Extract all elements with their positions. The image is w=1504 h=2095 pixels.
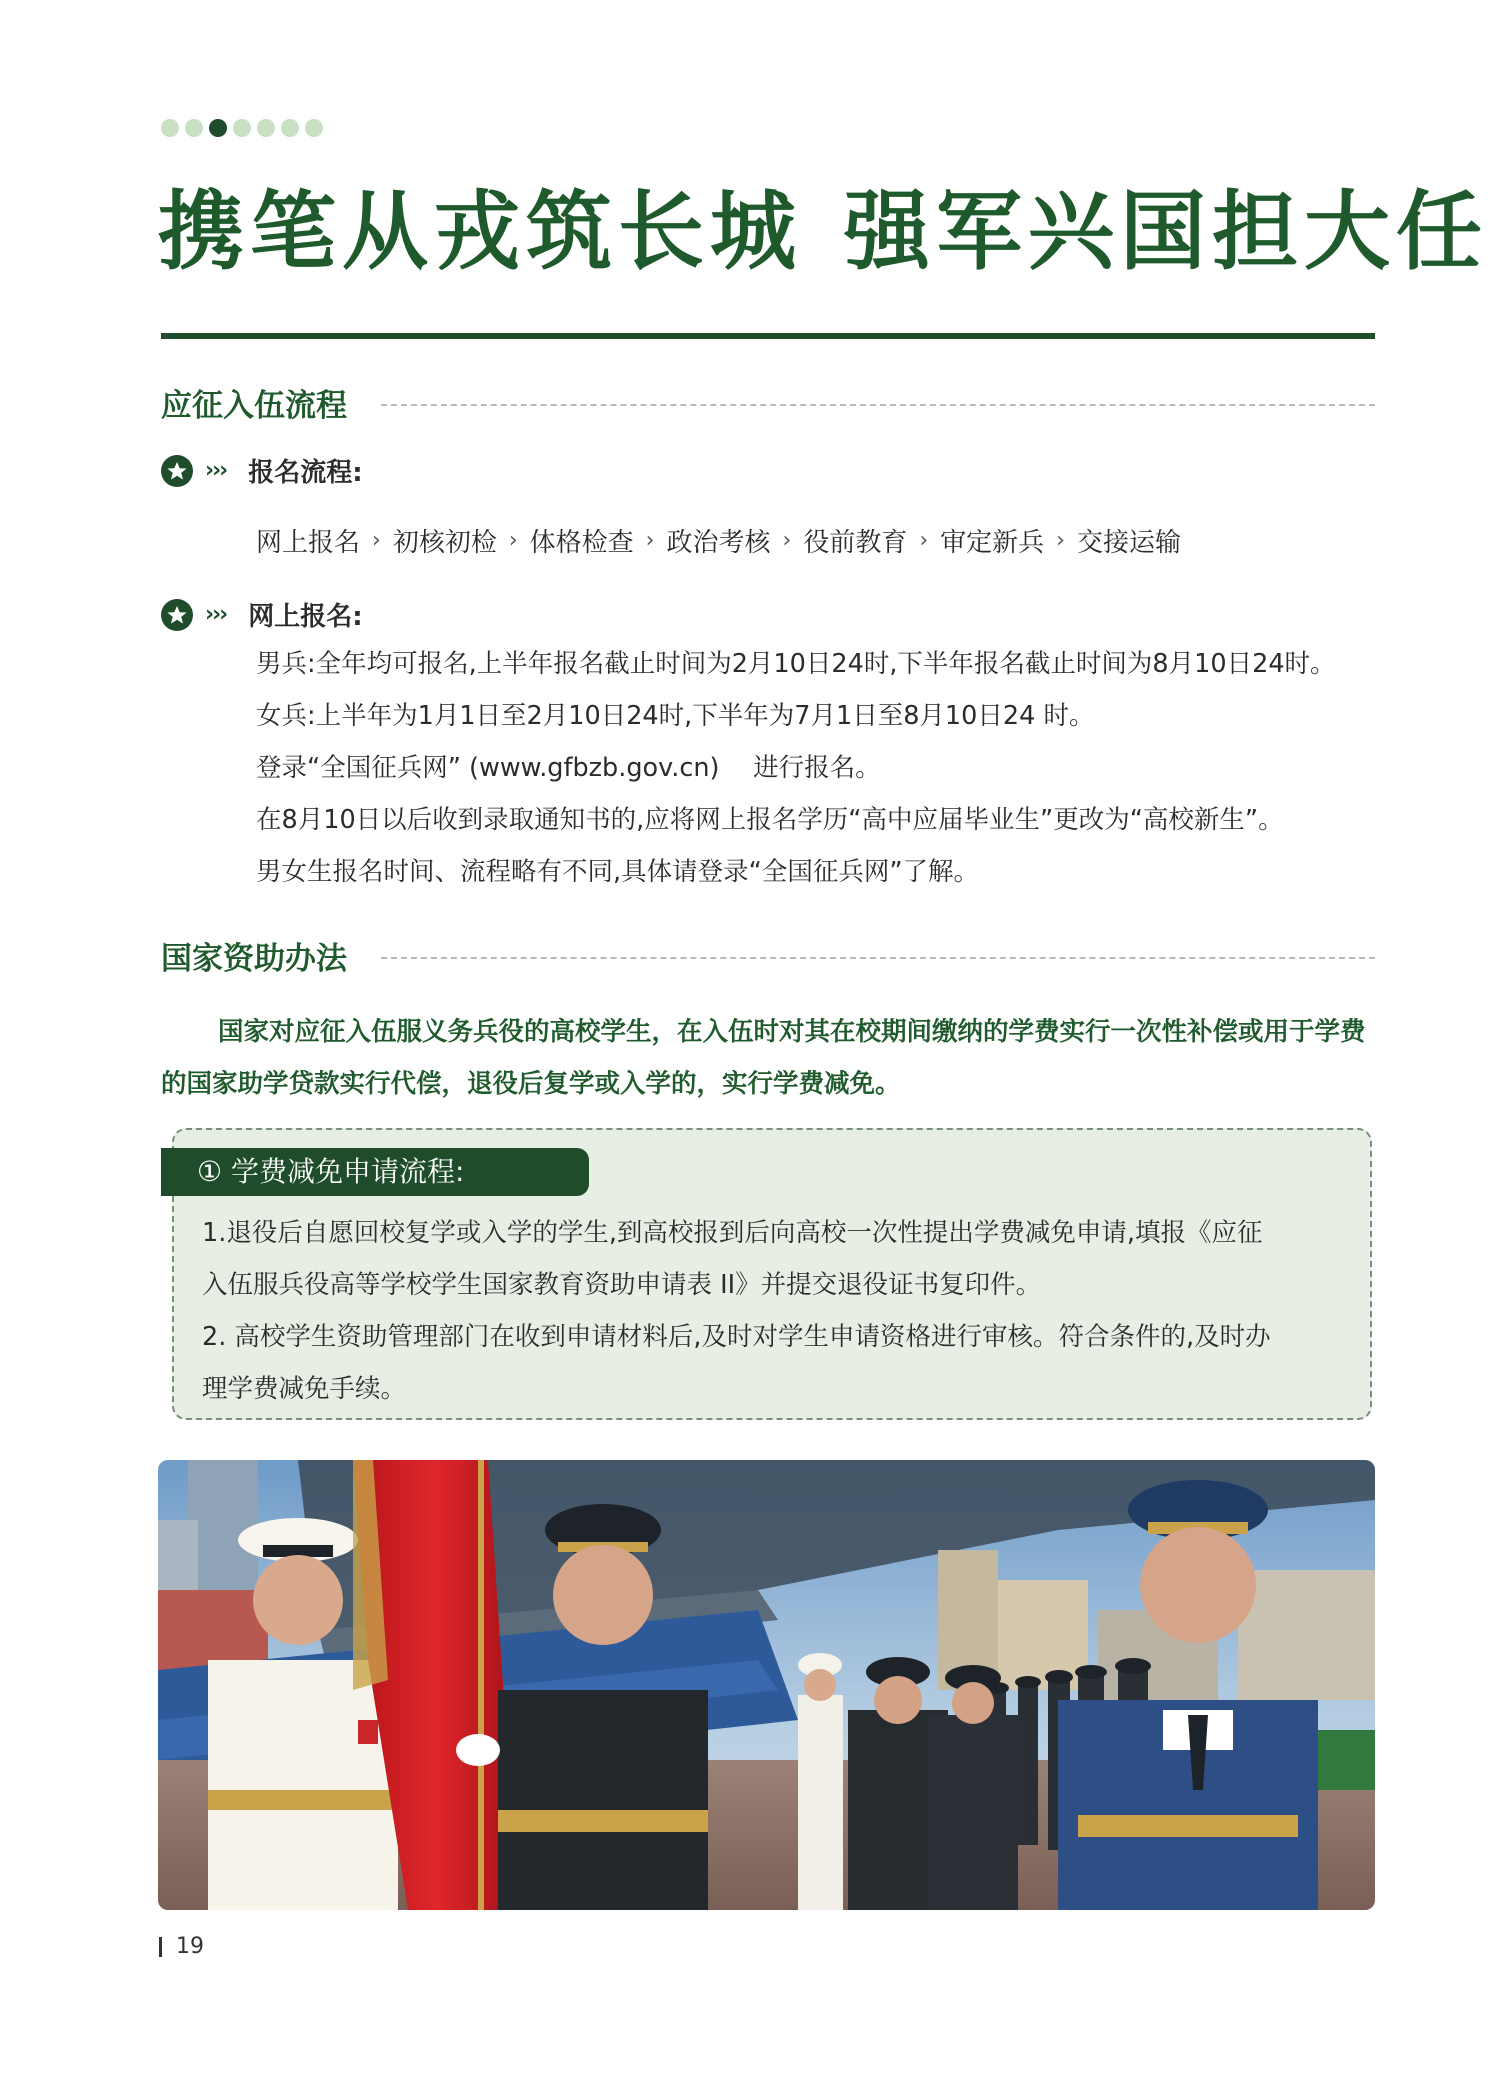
chevron-right-icon: ›: [645, 528, 655, 553]
flow-step: 役前教育: [803, 528, 908, 558]
section-heading-text: 国家资助办法: [161, 941, 347, 977]
progress-dot: [281, 119, 299, 137]
box-text-line: 入伍服兵役高等学校学生国家教育资助申请表 II》并提交退役证书复印件。: [202, 1270, 1042, 1300]
page-title-part1: 携笔从戎筑长城: [158, 182, 802, 282]
section-heading-funding: [161, 933, 1375, 978]
flow-step: 初核初检: [392, 528, 497, 558]
chevron-right-icon: ›: [919, 528, 929, 553]
subheading-text: 报名流程:: [248, 458, 363, 488]
triple-chevron-icon: ›››: [205, 458, 227, 483]
body-text-line: 女兵:上半年为1月1日至2月10日24时,下半年为7月1日至8月10日24 时。: [256, 701, 1095, 731]
chevron-right-icon: ›: [1056, 528, 1065, 553]
star-icon: [161, 455, 193, 487]
progress-dot: [257, 119, 275, 137]
subheading-registration-process: [161, 452, 363, 489]
dashed-divider: [381, 957, 1375, 959]
progress-dot: [305, 119, 323, 137]
box-text-line: 1.退役后自愿回校复学或入学的学生,到高校报到后向高校一次性提出学费减免申请,填报《应征: [202, 1218, 1263, 1248]
flow-step: 体格检查: [529, 528, 634, 558]
page-number-bar: [159, 1937, 162, 1957]
star-icon: [161, 599, 193, 631]
progress-dot: [185, 119, 203, 137]
page-number-text: 19: [176, 1934, 204, 1959]
flow-step: 审定新兵: [940, 528, 1045, 558]
chevron-right-icon: ›: [372, 528, 381, 553]
chevron-right-icon: ›: [508, 528, 518, 553]
triple-chevron-icon: ›››: [205, 602, 227, 627]
body-text-line: 男女生报名时间、流程略有不同,具体请登录“全国征兵网”了解。: [256, 857, 980, 887]
section-heading-enlistment: [161, 380, 1375, 425]
title-divider: [161, 333, 1375, 339]
body-text-line: 登录“全国征兵网” (www.gfbzb.gov.cn) 进行报名。: [256, 753, 881, 783]
subheading-online-registration: [161, 596, 363, 633]
tuition-waiver-label: ① 学费减免申请流程:: [161, 1148, 589, 1196]
page-title: [158, 182, 1488, 282]
chevron-right-icon: ›: [782, 528, 792, 553]
honor-guard-photo: [158, 1460, 1375, 1910]
flow-step: 网上报名: [256, 528, 361, 558]
progress-dots: [161, 119, 323, 137]
section-heading-text: 应征入伍流程: [161, 388, 347, 424]
progress-dot-active: [209, 119, 227, 137]
page-title-part2: 强军兴国担大任: [844, 182, 1488, 282]
body-text-line: 在8月10日以后收到录取通知书的,应将网上报名学历“高中应届毕业生”更改为“高校新生”。: [256, 805, 1284, 835]
page-number: [159, 1934, 204, 1959]
dashed-divider: [381, 404, 1375, 406]
flow-step: 政治考核: [666, 528, 771, 558]
subheading-text: 网上报名:: [248, 602, 363, 632]
box-text-line: 2. 高校学生资助管理部门在收到申请材料后,及时对学生申请资格进行审核。符合条件的,及时办: [202, 1322, 1271, 1352]
process-flow: [256, 522, 1181, 559]
body-text-line: 男兵:全年均可报名,上半年报名截止时间为2月10日24时,下半年报名截止时间为8月10日24时。: [256, 649, 1336, 679]
funding-intro-paragraph: 国家对应征入伍服义务兵役的高校学生，在入伍时对其在校期间缴纳的学费实行一次性补偿或用于学费的国家助学贷款实行代偿，退役后复学或入学的，实行学费减免。: [161, 1017, 1366, 1099]
progress-dot: [161, 119, 179, 137]
flow-step: 交接运输: [1076, 528, 1181, 558]
box-text-line: 理学费减免手续。: [202, 1374, 407, 1404]
progress-dot: [233, 119, 251, 137]
